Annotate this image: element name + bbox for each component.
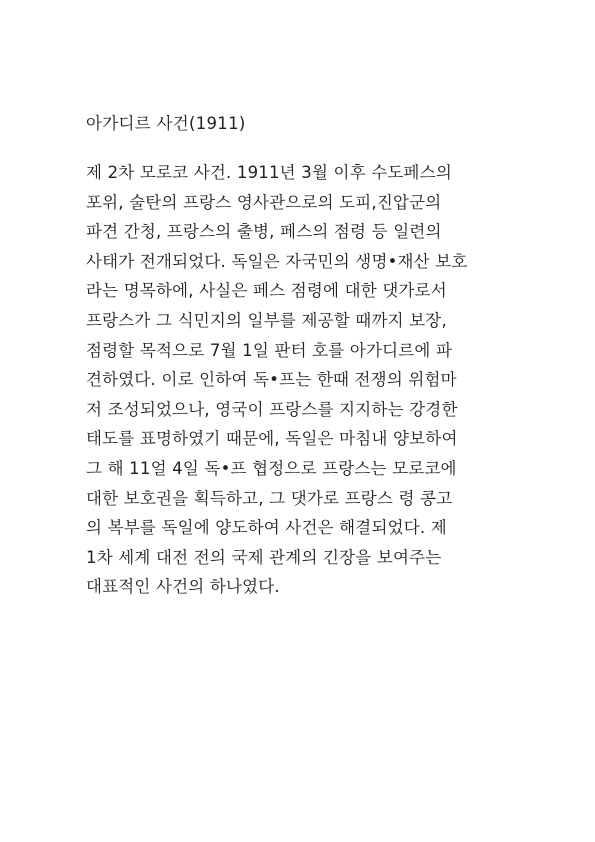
body-line: 대한 보호권을 획득하고, 그 댓가로 프랑스 령 콩고 [86,488,453,508]
body-line: 태도를 표명하였기 때문에, 독일은 마침내 양보하여 [86,429,458,449]
body-line: 라는 명목하에, 사실은 페스 점령에 대한 댓가로서 [86,281,447,301]
document-title: 아가디르 사건(1911) [86,114,246,133]
body-line: 포위, 술탄의 프랑스 영사관으로의 도피,진압군의 [86,192,442,212]
body-line: 점령할 목적으로 7월 1일 판터 호를 아가디르에 파 [86,340,453,360]
body-line: 프랑스가 그 식민지의 일부를 제공할 때까지 보장, [86,310,447,330]
body-line: 저 조성되었으나, 영국이 프랑스를 지지하는 강경한 [86,399,458,419]
body-line: 의 복부를 독일에 양도하여 사건은 해결되었다. 제 [86,518,447,538]
body-line: 그 해 11얼 4일 독•프 협정으로 프랑스는 모로코에 [86,458,457,478]
document-body [86,158,516,602]
body-line: 파견 간청, 프랑스의 출병, 페스의 점령 등 일련의 [86,222,442,242]
body-line: 견하였다. 이로 인하여 독•프는 한때 전쟁의 위험마 [86,370,457,390]
body-line: 제 2차 모로코 사건. 1911년 3월 이후 수도페스의 [86,163,452,182]
body-line: 사태가 전개되었다. 독일은 자국민의 생명•재산 보호 [86,251,468,271]
body-line: 1차 세계 대전 전의 국제 관계의 긴장을 보여주는 [86,547,442,567]
body-line: 대표적인 사건의 하나였다. [86,577,280,597]
